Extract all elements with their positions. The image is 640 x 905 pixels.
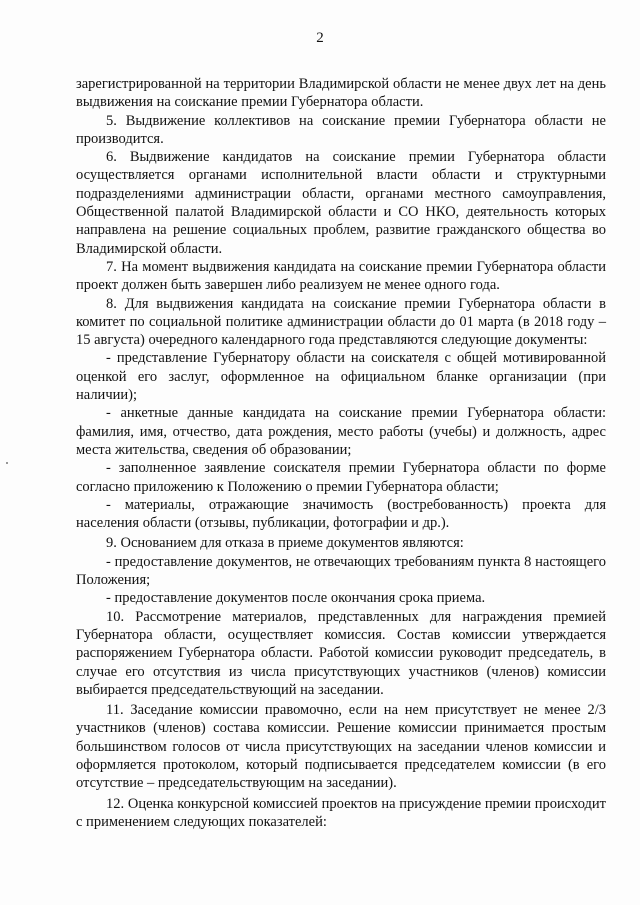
document-body bbox=[76, 75, 606, 831]
paragraph-6: 6. Выдвижение кандидатов на соискание премии Губернатора области осуществляется органами исполнительной власти области и структурными подразделениями администрации области, органами местного самоуправления, Общественной палатой Владимирской области и СО НКО, деятельность которых направлена на решение социальных проблем, развитие гражданского общества во Владимирской области. bbox=[76, 149, 606, 257]
list-item-materials: - материалы, отражающие значимость (востребованность) проекта для населения области (отзывы, публикации, фотографии и др.). bbox=[76, 496, 606, 532]
paragraph-5: 5. Выдвижение коллективов на соискание премии Губернатора области не производится. bbox=[76, 112, 606, 147]
list-item-late: - предоставление документов после окончания срока приема. bbox=[106, 590, 486, 607]
paragraph-11: 11. Заседание комиссии правомочно, если на нем присутствует не менее 2/3 участников (членов) состава комиссии. Решение комиссии принимается простым большинством голосов от числа присутствующих на заседании членов комиссии и оформляется протоколом, который подписывается председателем комиссии (в его отсутствие – председательствующим на заседании). bbox=[76, 702, 606, 792]
page-number: 2 bbox=[316, 30, 324, 46]
list-item-noncompliant: - предоставление документов, не отвечающих требованиям пункта 8 настоящего Положения; bbox=[76, 553, 606, 589]
list-item-application: - заполненное заявление соискателя премии Губернатора области по форме согласно приложению к Положению о премии Губернатора области; bbox=[76, 460, 606, 495]
paragraph-12: 12. Оценка конкурсной комиссией проектов на присуждение премии происходит с применением следующих показателей: bbox=[76, 795, 606, 830]
paragraph-8: 8. Для выдвижения кандидата на соискание премии Губернатора области в комитет по социальной политике администрации области до 01 марта (в 2018 году – 15 августа) очередного календарного года представляются следующие документы: bbox=[76, 295, 606, 349]
list-item-submission: - представление Губернатору области на соискателя с общей мотивированной оценкой его заслуг, оформленное на официальном бланке организации (при наличии); bbox=[76, 350, 606, 404]
paragraph-9: 9. Основанием для отказа в приеме документов являются: bbox=[106, 535, 464, 552]
paragraph-7: 7. На момент выдвижения кандидата на соискание премии Губернатора области проект должен быть завершен либо реализуем не менее одного года. bbox=[76, 258, 606, 294]
paragraph-continuation: зарегистрированной на территории Владимирской области не менее двух лет на день выдвижения на соискание премии Губернатора области. bbox=[76, 76, 606, 111]
list-item-questionnaire: - анкетные данные кандидата на соискание премии Губернатора области: фамилия, имя, отчество, дата рождения, место работы (учебы) и должность, адрес места жительства, сведения об образовании; bbox=[76, 405, 606, 458]
paragraph-10: 10. Рассмотрение материалов, представленных для награждения премией Губернатора области, осуществляет комиссия. Состав комиссии утверждается распоряжением Губернатора области. Работой комиссии руководит председатель, в случае его отсутствия из числа присутствующих участников (членов) комиссии выбирается председательствующий на заседании. bbox=[76, 608, 606, 698]
scan-speck bbox=[6, 462, 8, 464]
